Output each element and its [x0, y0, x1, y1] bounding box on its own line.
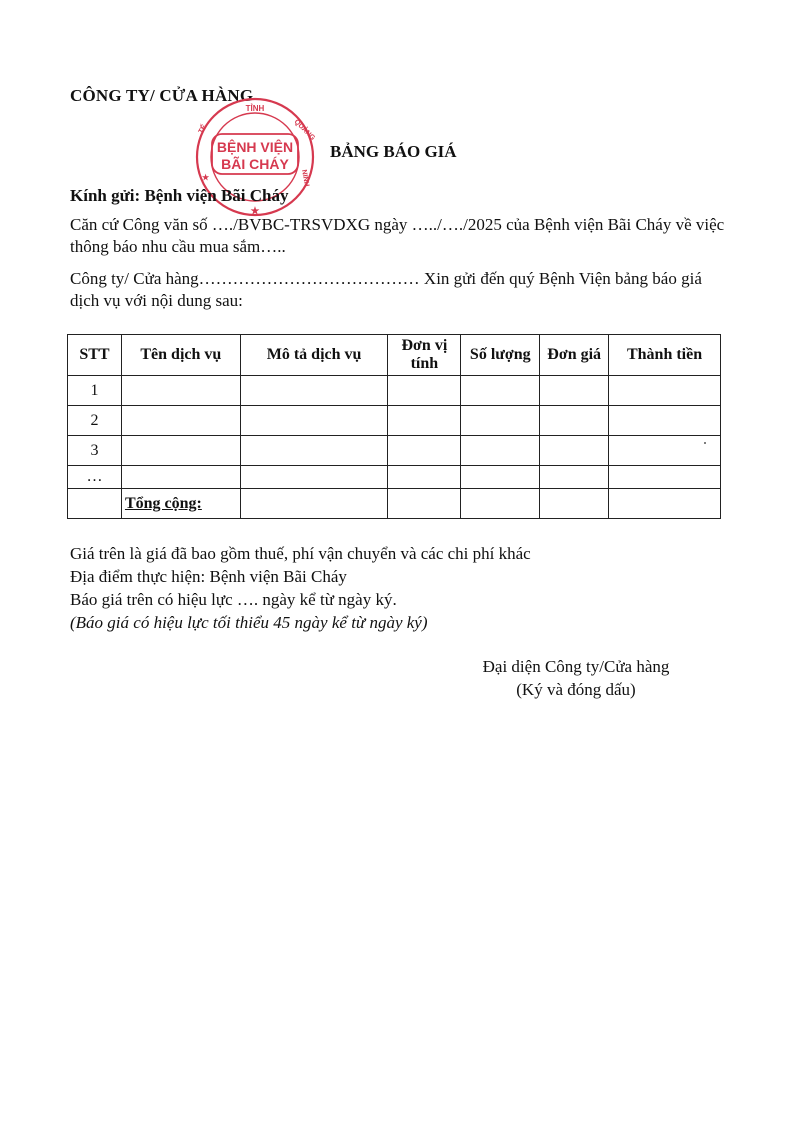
table-cell[interactable]	[121, 436, 240, 466]
row-number: …	[68, 466, 122, 489]
table-cell[interactable]	[240, 376, 388, 406]
table-cell[interactable]	[121, 406, 240, 436]
quote-table	[67, 334, 721, 519]
column-header: Tên dịch vụ	[121, 335, 240, 376]
table-cell	[68, 489, 122, 519]
table-cell[interactable]	[388, 376, 461, 406]
table-row	[68, 376, 721, 406]
table-cell[interactable]	[240, 466, 388, 489]
column-header: Đơn giá	[540, 335, 609, 376]
table-cell[interactable]	[240, 436, 388, 466]
row-number: 3	[68, 436, 122, 466]
column-header: Mô tả dịch vụ	[240, 335, 388, 376]
signature-instruction: (Ký và đóng dấu)	[516, 680, 636, 699]
signature-title: Đại diện Công ty/Cửa hàng	[482, 657, 670, 676]
table-cell[interactable]	[388, 466, 461, 489]
greeting: Kính gửi: Bệnh viện Bãi Cháy	[70, 186, 289, 205]
reference-paragraph: Căn cứ Công văn số …./BVBC-TRSVDXG ngày …../…./2025 của Bệnh viện Bãi Cháy về việc thông báo nhu cầu mua sắm…..	[70, 215, 725, 256]
note-line: (Báo giá có hiệu lực tối thiểu 45 ngày kể từ ngày ký)	[70, 613, 428, 632]
total-row	[68, 489, 721, 519]
total-label: Tổng cộng:	[121, 489, 240, 519]
notes-block	[70, 542, 531, 634]
table-cell[interactable]	[121, 376, 240, 406]
note-line: Giá trên là giá đã bao gồm thuế, phí vận chuyển và các chi phí khác	[70, 544, 531, 563]
table-cell[interactable]	[609, 406, 721, 436]
speck	[704, 442, 706, 444]
table-row	[68, 406, 721, 436]
company-heading: CÔNG TY/ CỬA HÀNG	[70, 86, 254, 105]
table-cell[interactable]	[461, 489, 540, 519]
table-cell[interactable]	[609, 466, 721, 489]
table-cell[interactable]	[461, 436, 540, 466]
table-cell[interactable]	[540, 406, 609, 436]
table-header-row	[68, 335, 721, 376]
stamp-ring-right: QUẢNG	[292, 118, 316, 142]
table-cell[interactable]	[240, 489, 388, 519]
table-cell[interactable]	[540, 489, 609, 519]
table-cell[interactable]	[388, 406, 461, 436]
table-cell[interactable]	[540, 466, 609, 489]
row-number: 2	[68, 406, 122, 436]
table-cell[interactable]	[388, 489, 461, 519]
table-cell[interactable]	[609, 436, 721, 466]
table-row	[68, 436, 721, 466]
note-line: Địa điểm thực hiện: Bệnh viện Bãi Cháy	[70, 567, 347, 586]
table-row	[68, 466, 721, 489]
stamp-line-1: BỆNH VIỆN	[216, 139, 294, 155]
signature-block	[476, 655, 676, 701]
stamp-ring-right-low: NINH	[300, 169, 310, 188]
table-cell[interactable]	[461, 406, 540, 436]
star-icon: ★	[250, 206, 260, 217]
table-cell[interactable]	[121, 466, 240, 489]
table-cell[interactable]	[609, 376, 721, 406]
column-header: STT	[68, 335, 122, 376]
star-icon: ★	[202, 173, 210, 182]
stamp-ring-left: TẾ	[197, 123, 209, 135]
column-header: Số lượng	[461, 335, 540, 376]
stamp-ring-top: TỈNH	[245, 104, 265, 113]
table-cell[interactable]	[388, 436, 461, 466]
note-line: Báo giá trên có hiệu lực …. ngày kể từ ngày ký.	[70, 590, 397, 609]
column-header: Thành tiền	[609, 335, 721, 376]
total-amount-cell[interactable]	[609, 489, 721, 519]
table-cell[interactable]	[540, 376, 609, 406]
table-cell[interactable]	[461, 376, 540, 406]
stamp-line-2: BÃI CHÁY	[221, 156, 289, 172]
column-header: Đơn vị tính	[388, 335, 461, 376]
document-title: BẢNG BÁO GIÁ	[330, 142, 457, 161]
row-number: 1	[68, 376, 122, 406]
table-cell[interactable]	[461, 466, 540, 489]
intro-paragraph: Công ty/ Cửa hàng………………………………… Xin gửi đến quý Bệnh Viện bảng báo giá dịch vụ với nội dung sau:	[70, 269, 702, 310]
table-cell[interactable]	[240, 406, 388, 436]
table-cell[interactable]	[540, 436, 609, 466]
